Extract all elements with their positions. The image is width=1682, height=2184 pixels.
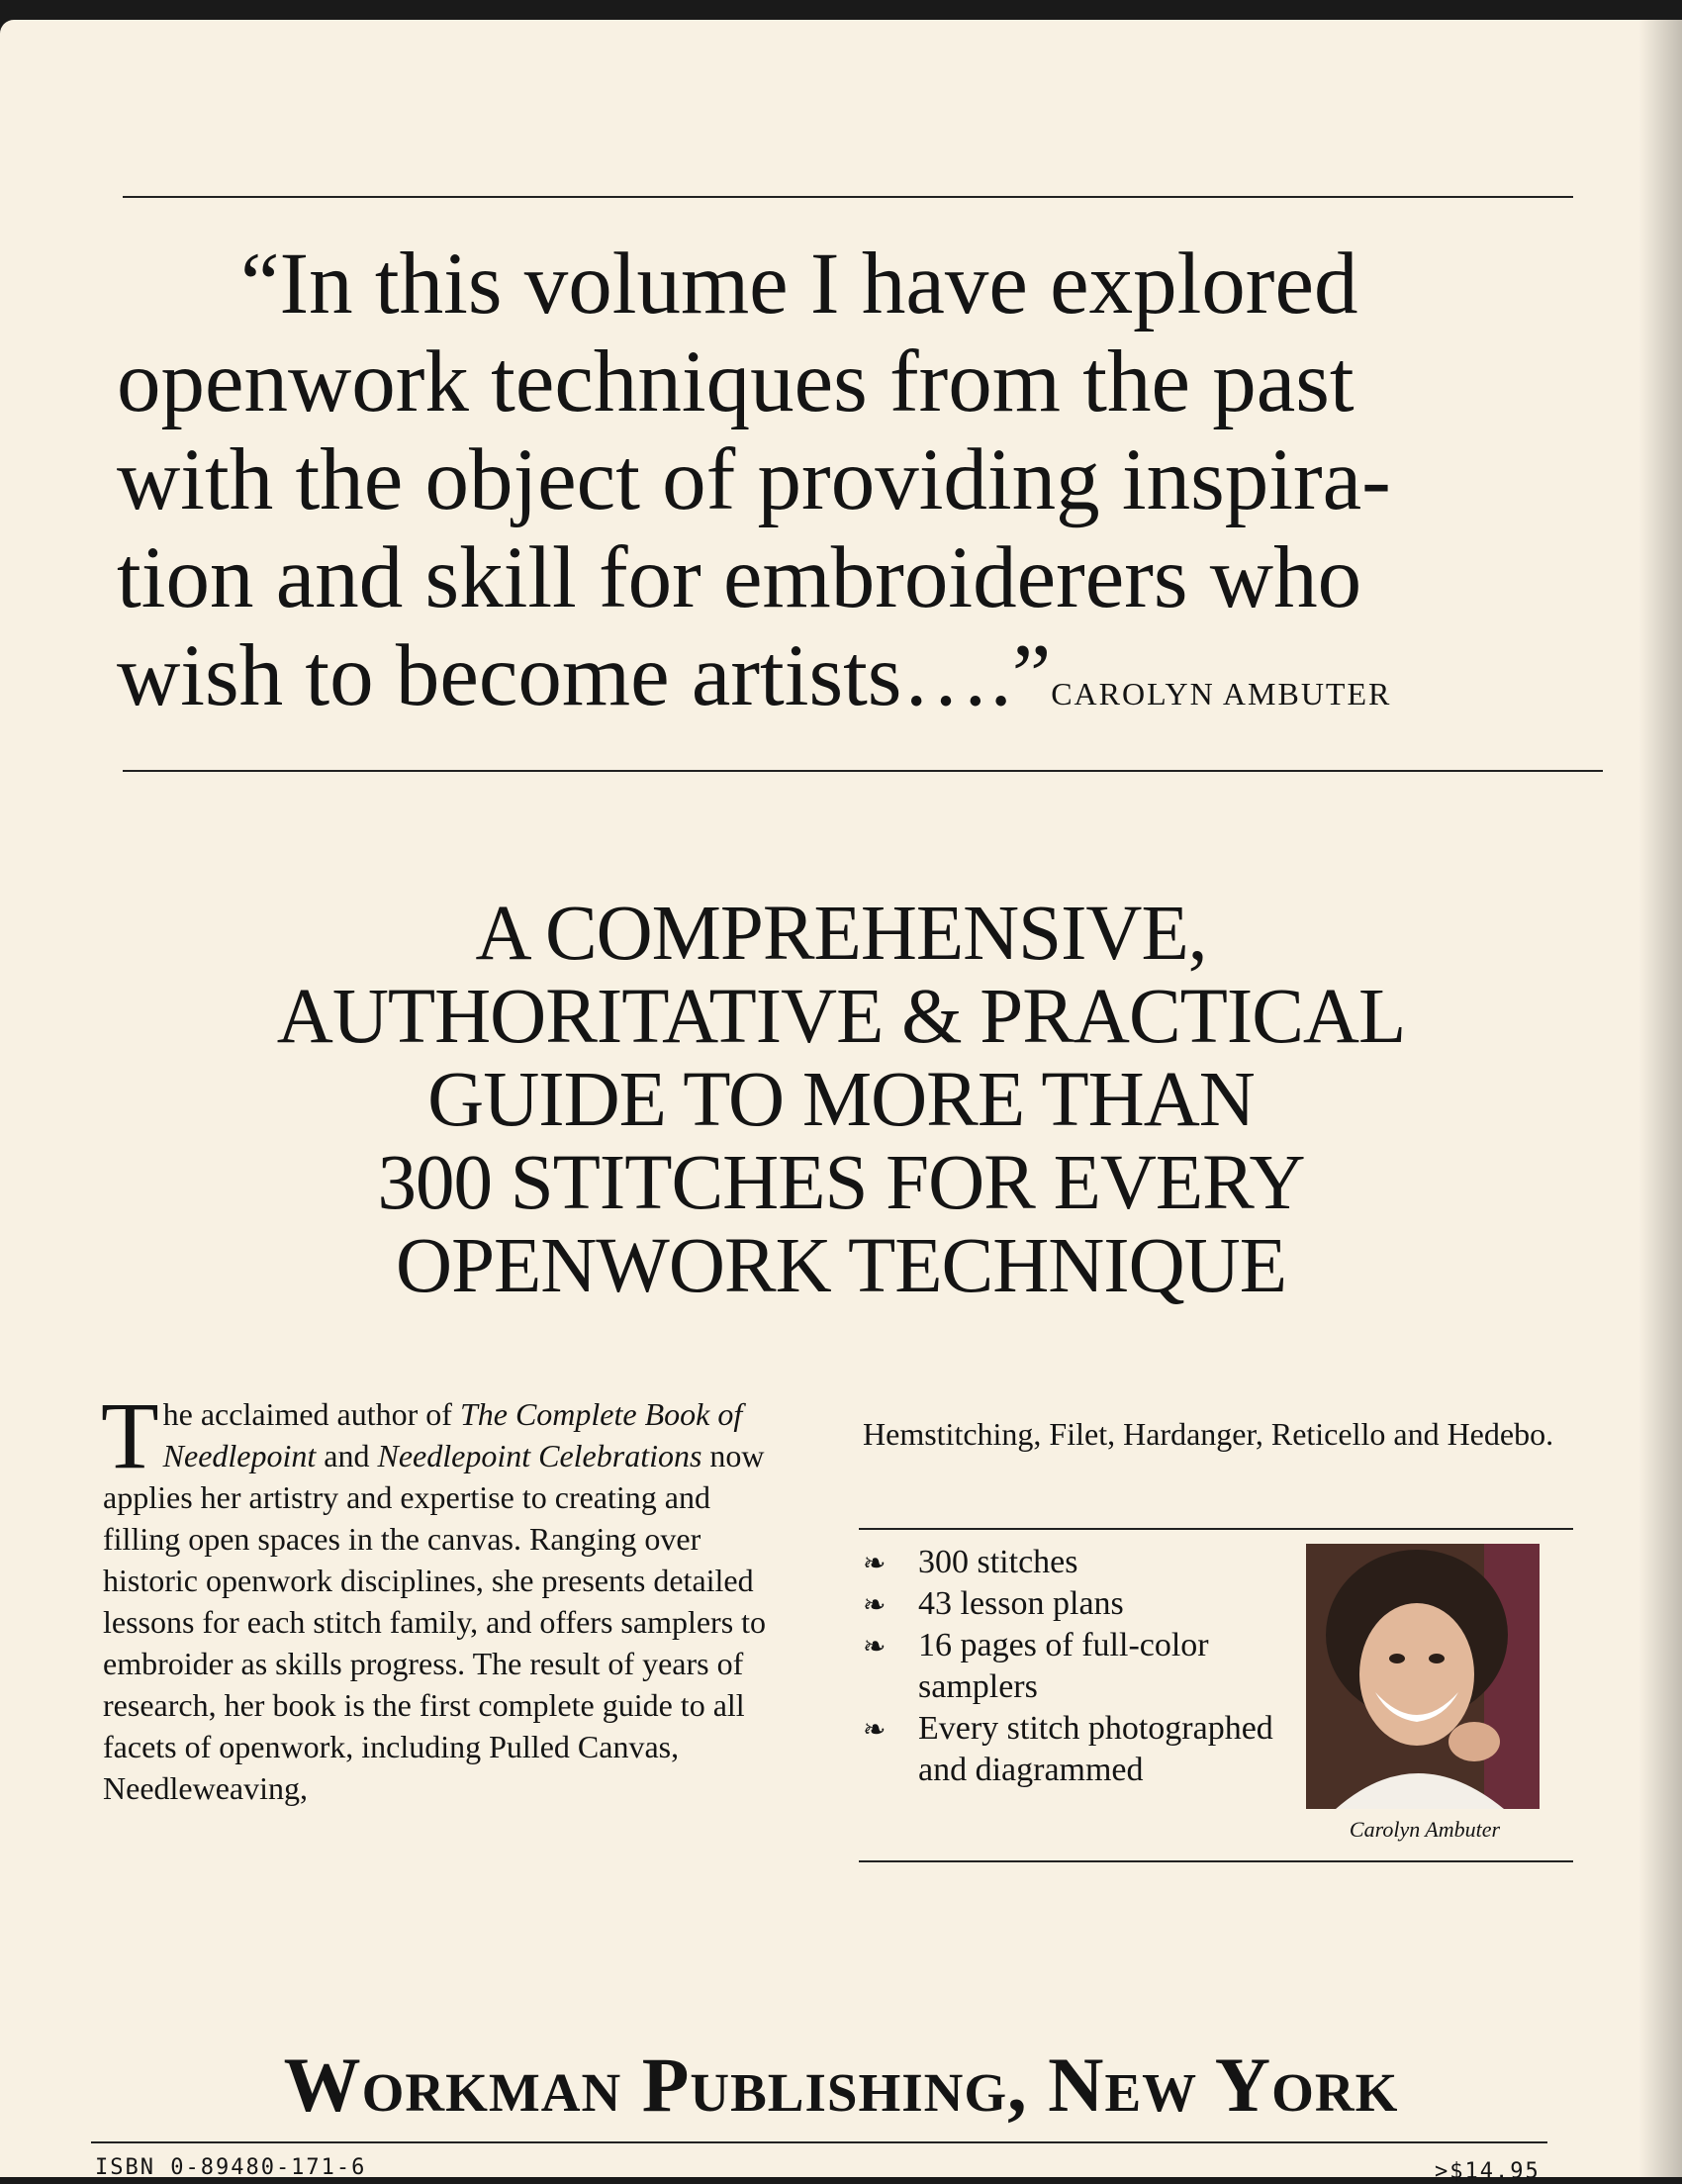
leaf-ornament-icon: ❧ xyxy=(863,1715,887,1746)
feature-item xyxy=(863,1708,1298,1791)
quote-attribution: CAROLYN AMBUTER xyxy=(1051,676,1392,712)
feature-label: 43 lesson plans xyxy=(918,1585,1124,1622)
feature-item xyxy=(863,1583,1298,1625)
quote-line: with the object of providing inspira- xyxy=(117,431,1391,528)
headline-line: 300 STITCHES FOR EVERY xyxy=(377,1140,1305,1226)
book-title: The Complete Book of Needlepoint xyxy=(162,1396,743,1473)
feature-label: 16 pages of full-color samplers xyxy=(918,1627,1209,1705)
description-text xyxy=(101,1382,795,1809)
features-list xyxy=(863,1542,1298,1791)
author-photo xyxy=(1306,1544,1540,1809)
feature-label: Every stitch photographed and diagrammed xyxy=(918,1710,1273,1788)
author-quote xyxy=(117,236,1581,743)
book-title: Needlepoint Celebrations xyxy=(377,1438,702,1473)
description-continuation: Hemstitching, Filet, Hardanger, Reticello and Hedebo. xyxy=(863,1416,1554,1452)
features-bottom-rule xyxy=(859,1860,1573,1862)
description-part: and xyxy=(316,1438,378,1473)
features-top-rule xyxy=(859,1528,1573,1530)
leaf-ornament-icon: ❧ xyxy=(863,1590,887,1621)
spine-shadow xyxy=(1638,20,1682,2177)
leaf-ornament-icon: ❧ xyxy=(863,1549,887,1579)
author-portrait-icon xyxy=(1306,1544,1540,1809)
quote-line-last xyxy=(117,627,1581,743)
drop-cap: T xyxy=(101,1382,159,1488)
headline-line: GUIDE TO MORE THAN xyxy=(427,1057,1255,1143)
photo-caption: Carolyn Ambuter xyxy=(1349,1817,1501,1842)
quote-line-text: wish to become artists….” xyxy=(117,627,1052,724)
publisher-name: Workman Publishing, New York xyxy=(283,2042,1399,2128)
description-part: now applies her artistry and expertise to creating and filling open spaces in the canvas. Ranging over historic openwork disciplines, she presents detailed lessons for each stitch family, and offers samplers to embroider as skills progress. The result of years of research, her book is the first complete guide to all facets of openwork, including Pulled Canvas, Needleweaving, xyxy=(103,1438,767,1806)
top-rule xyxy=(123,196,1573,198)
headline-line: OPENWORK TECHNIQUE xyxy=(396,1223,1286,1309)
description-part: he acclaimed author of xyxy=(162,1396,460,1432)
quote-line: “In this volume I have explored xyxy=(240,236,1358,332)
headline-line: A COMPREHENSIVE, xyxy=(475,891,1207,977)
price-label: >$14.95 xyxy=(1435,2159,1541,2184)
leaf-ornament-icon: ❧ xyxy=(863,1632,887,1662)
feature-label: 300 stitches xyxy=(918,1544,1078,1580)
back-cover xyxy=(0,20,1682,2184)
isbn-number: ISBN 0-89480-171-6 xyxy=(95,2155,367,2180)
feature-item xyxy=(863,1542,1298,1583)
quote-line: tion and skill for embroiderers who xyxy=(117,529,1362,626)
bottom-rule xyxy=(91,2141,1547,2143)
feature-item xyxy=(863,1625,1298,1708)
headline-line: AUTHORITATIVE & PRACTICAL xyxy=(276,974,1406,1060)
quote-line: openwork techniques from the past xyxy=(117,333,1355,430)
headline xyxy=(59,893,1623,1308)
middle-rule xyxy=(123,770,1603,772)
